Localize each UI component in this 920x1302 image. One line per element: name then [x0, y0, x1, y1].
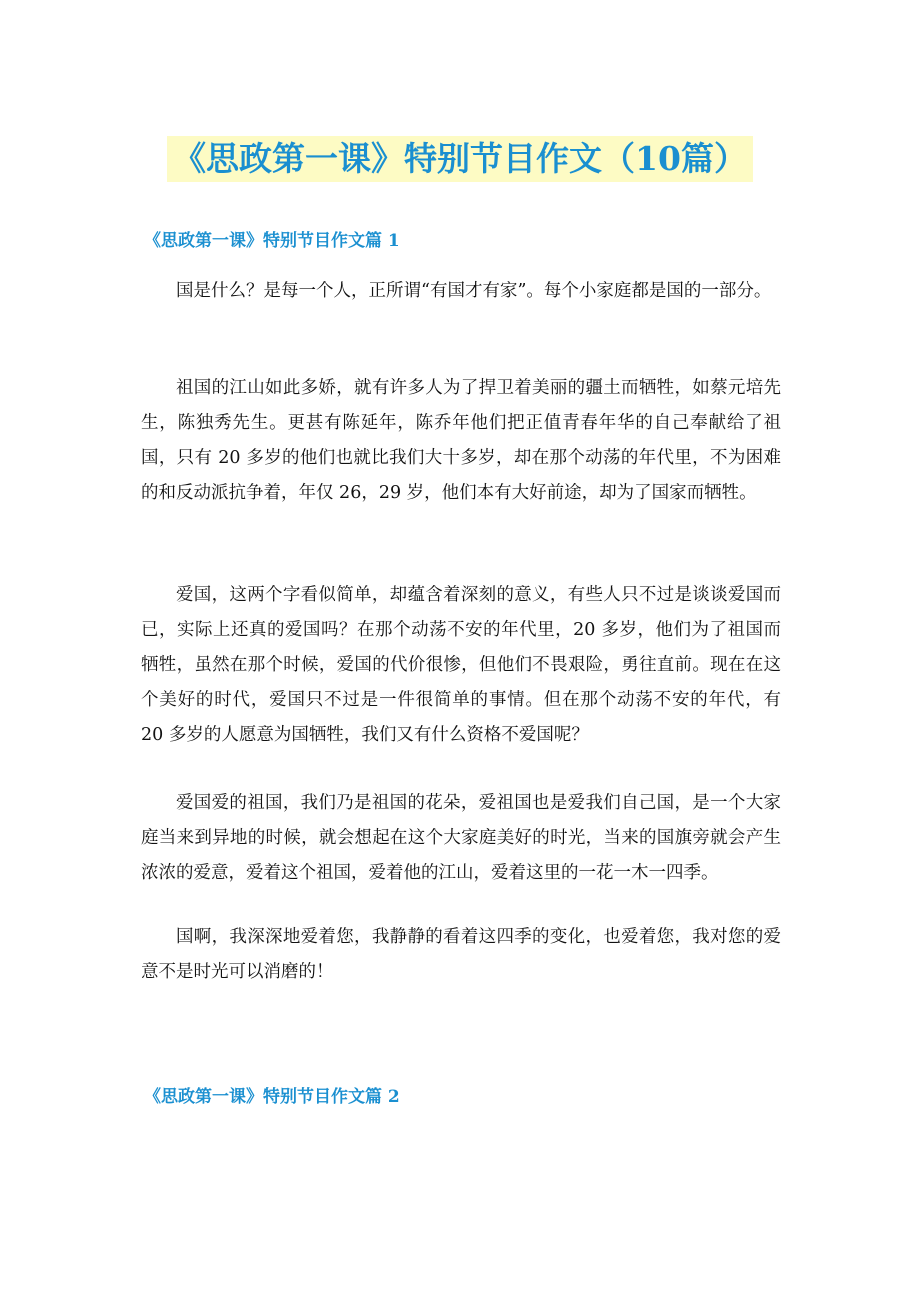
- paragraph-3: 爱国，这两个字看似简单，却蕴含着深刻的意义，有些人只不过是谈谈爱国而已，实际上还真的爱国吗？在那个动荡不安的年代里，20 多岁，他们为了祖国而牺牲，虽然在那个时候，爱国的代价很惨，但他们不畏艰险，勇往直前。现在在这个美好的时代，爱国只不过是一件很简单的事情。但在那个动荡不安的年代，有 20 多岁的人愿意为国牺牲，我们又有什么资格不爱国呢？: [141, 585, 781, 745]
- title-container: [0, 136, 920, 182]
- document-title: 《思政第一课》特别节目作文（10篇）: [167, 136, 753, 182]
- section-heading-1: 《思政第一课》特别节目作文篇 1: [144, 231, 400, 251]
- paragraph-5: 国啊，我深深地爱着您，我静静的看着这四季的变化，也爱着您，我对您的爱意不是时光可以消磨的！: [141, 927, 781, 982]
- section-heading-2: 《思政第一课》特别节目作文篇 2: [144, 1087, 400, 1107]
- paragraph-1: 国是什么？是每一个人，正所谓“有国才有家”。每个小家庭都是国的一部分。: [176, 281, 772, 301]
- paragraph-4: 爱国爱的祖国，我们乃是祖国的花朵，爱祖国也是爱我们自己国，是一个大家庭当来到异地的时候，就会想起在这个大家庭美好的时光，当来的国旗旁就会产生浓浓的爱意，爱着这个祖国，爱着他的江山，爱着这里的一花一木一四季。: [141, 793, 781, 883]
- paragraph-2: 祖国的江山如此多娇，就有许多人为了捍卫着美丽的疆土而牺牲，如蔡元培先生，陈独秀先生。更甚有陈延年，陈乔年他们把正值青春年华的自己奉献给了祖国，只有 20 多岁的他们也就比我们大十多岁，却在那个动荡的年代里，不为困难的和反动派抗争着，年仅 26，29 岁，他们本有大好前途，却为了国家而牺牲。: [141, 378, 781, 503]
